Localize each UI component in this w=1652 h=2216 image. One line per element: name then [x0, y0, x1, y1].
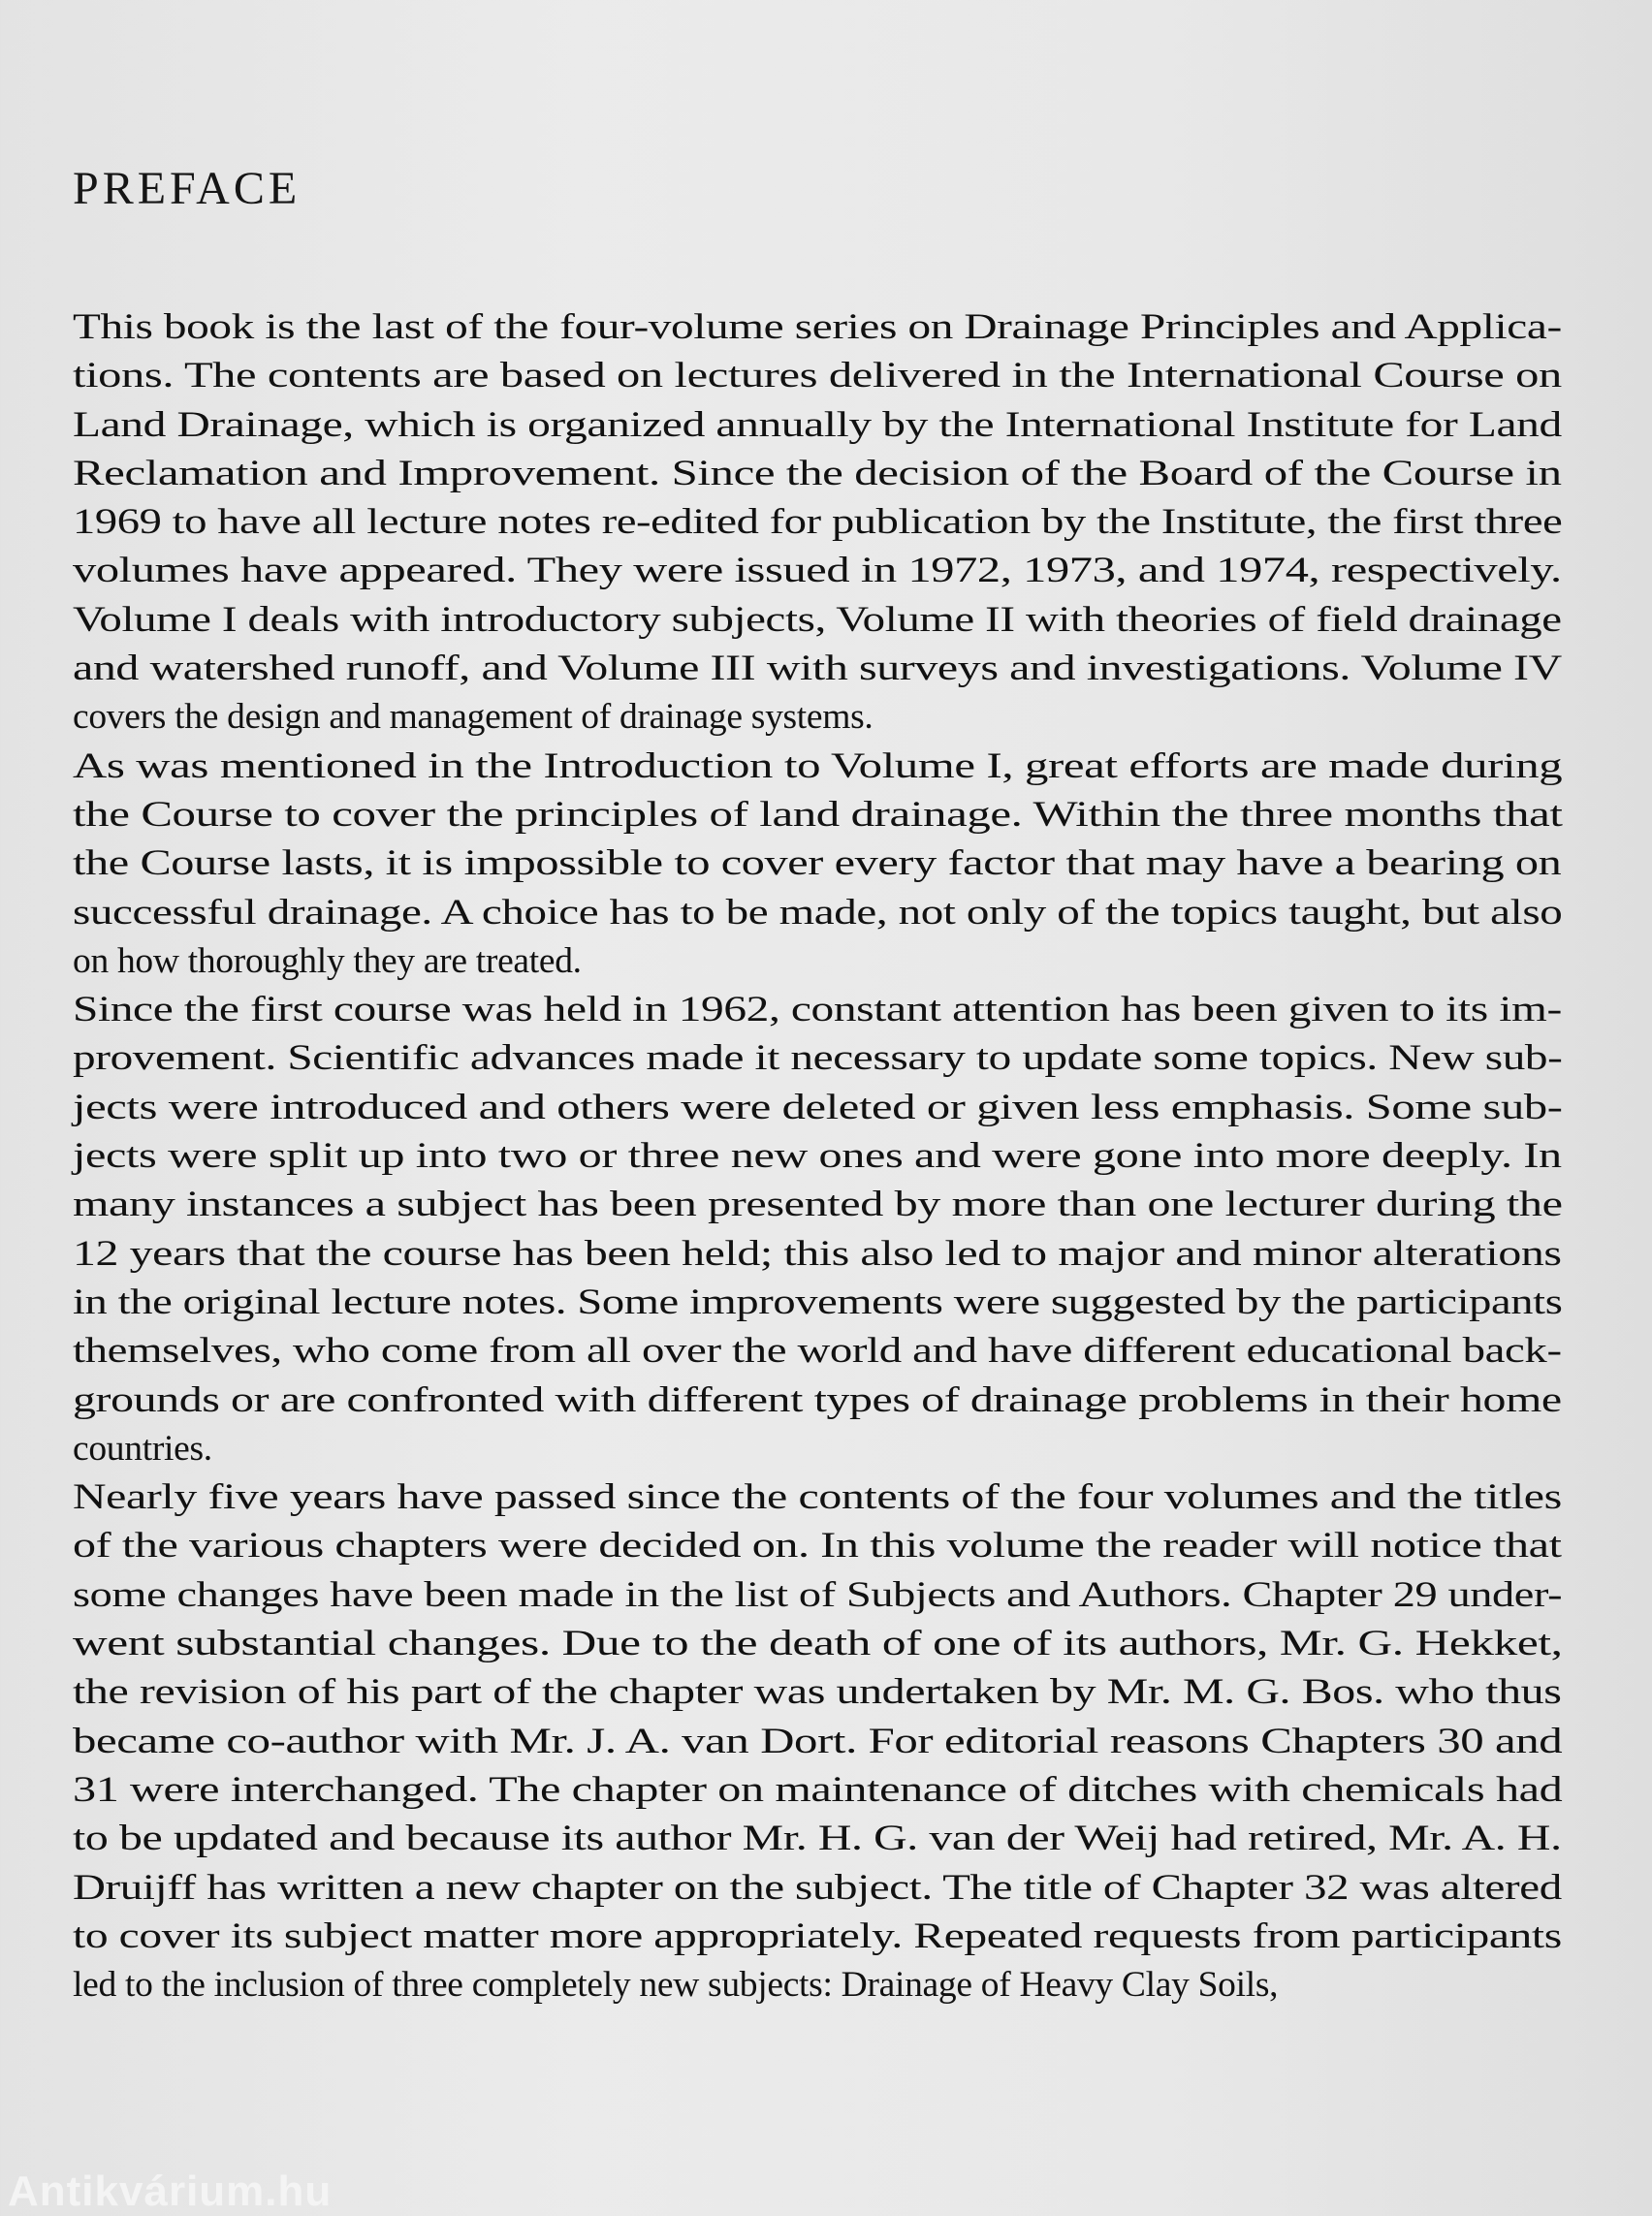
page-title: PREFACE — [73, 163, 302, 214]
text-line: the revision of his part of the chapter was undertaken by Mr. M. G. Bos. who thus — [73, 1672, 1562, 1713]
preface-page — [73, 160, 1563, 2006]
text-line: 1969 to have all lecture notes re-edited for publication by the Institute, the first three — [73, 502, 1563, 543]
text-line: and watershed runoff, and Volume III with surveys and investigations. Volume IV — [73, 649, 1562, 689]
text-line: some changes have been made in the list of Subjects and Authors. Chapter 29 under- — [73, 1574, 1563, 1615]
text-line: successful drainage. A choice has to be made, not only of the topics taught, but also — [73, 892, 1563, 933]
text-line: the Course to cover the principles of land drainage. Within the three months that — [73, 794, 1563, 835]
paragraph — [73, 986, 1562, 1473]
text-line: became co-author with Mr. J. A. van Dort. For editorial reasons Chapters 30 and — [73, 1721, 1563, 1761]
text-line: 12 years that the course has been held; this also led to major and minor alterations — [73, 1233, 1562, 1274]
text-line: As was mentioned in the Introduction to Volume I, great efforts are made during — [73, 745, 1563, 786]
text-line: tions. The contents are based on lectures delivered in the International Course on — [73, 356, 1562, 396]
text-line: Reclamation and Improvement. Since the decision of the Board of the Course in — [73, 453, 1562, 493]
preface-body — [73, 303, 1562, 2010]
paragraph — [73, 303, 1562, 743]
watermark: Antikvárium.hu — [8, 2168, 333, 2215]
text-line: volumes have appeared. They were issued in 1972, 1973, and 1974, respectively. — [73, 551, 1562, 591]
text-line: themselves, who come from all over the world and have different educational back- — [73, 1331, 1562, 1372]
text-line: of the various chapters were decided on. In this volume the reader will notice that — [73, 1526, 1562, 1567]
text-line: Nearly five years have passed since the contents of the four volumes and the titles — [73, 1477, 1562, 1518]
paragraph — [73, 1473, 1562, 2010]
text-line: the Course lasts, it is impossible to cover every factor that may have a bearing on — [73, 843, 1562, 884]
text-line: Since the first course was held in 1962, constant attention has been given to its im- — [73, 990, 1562, 1030]
text-line: went substantial changes. Due to the death of one of its authors, Mr. G. Hekket, — [73, 1624, 1563, 1664]
text-line: Volume I deals with introductory subjects, Volume II with theories of field drainage — [73, 599, 1562, 640]
text-line: Land Drainage, which is organized annually by the International Institute for Land — [73, 404, 1562, 445]
text-line: to cover its subject matter more appropriately. Repeated requests from participants — [73, 1915, 1562, 1956]
text-line: jects were introduced and others were deleted or given less emphasis. Some sub- — [73, 1087, 1563, 1127]
text-line: This book is the last of the four-volume series on Drainage Principles and Applica- — [73, 307, 1562, 347]
text-line: in the original lecture notes. Some improvements were suggested by the participants — [73, 1282, 1563, 1322]
paragraph — [73, 743, 1562, 986]
text-line: jects were split up into two or three new ones and were gone into more deeply. In — [73, 1136, 1562, 1177]
text-line: 31 were interchanged. The chapter on maintenance of ditches with chemicals had — [73, 1769, 1563, 1810]
text-line: on how thoroughly they are treated. — [73, 940, 582, 981]
text-line: covers the design and management of drainage systems. — [73, 697, 874, 738]
text-line: to be updated and because its author Mr. H. G. van der Weij had retired, Mr. A. H. — [73, 1819, 1562, 1859]
text-line: Druijff has written a new chapter on the subject. The title of Chapter 32 was altered — [73, 1867, 1562, 1908]
text-line: grounds or are confronted with different types of drainage problems in their home — [73, 1379, 1562, 1420]
text-line: provement. Scientific advances made it necessary to update some topics. New sub- — [73, 1038, 1563, 1079]
text-line: led to the inclusion of three completely new subjects: Drainage of Heavy Clay Soils, — [73, 1965, 1279, 2006]
text-line: many instances a subject has been presented by more than one lecturer during the — [73, 1185, 1563, 1225]
text-line: countries. — [73, 1428, 212, 1469]
